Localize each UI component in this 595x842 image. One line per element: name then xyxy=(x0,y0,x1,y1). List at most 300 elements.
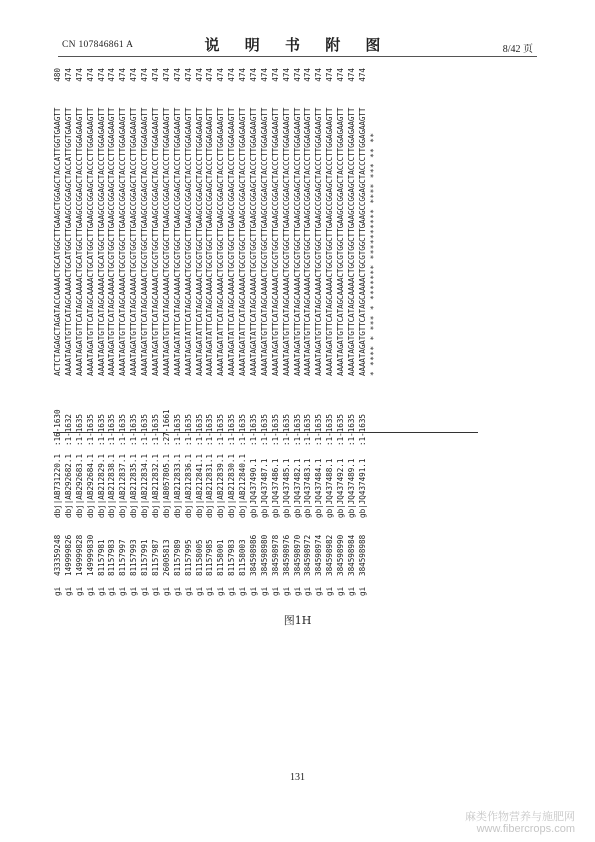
sequence-range: :1-1635 xyxy=(325,413,335,446)
sequence-range: :1-1635 xyxy=(227,413,237,446)
accession-gi-number: 384598980 xyxy=(259,534,269,576)
gi-label: gi xyxy=(53,586,62,596)
database-reference xyxy=(293,446,304,518)
sequence-text: AAAATAGATATTCATAGCAAAACTGCGTGGCTTGAAGCCGGAGCTACCCTTGGAGAAGTT xyxy=(183,107,193,376)
page-number: 131 xyxy=(290,772,305,783)
separator: | xyxy=(85,499,95,505)
gi-label: gi xyxy=(74,586,84,596)
gi-label: gi xyxy=(281,586,291,596)
database-reference xyxy=(195,446,206,518)
database-reference xyxy=(260,446,271,518)
reference-accession: AB212829.1 xyxy=(96,453,106,500)
separator: | xyxy=(314,504,324,509)
sequence-text: AAAATAGATGTTCATAGCAAAACTGCGTGGCTTGAAGCCGGAGCTACCCTTGGAGAAGTT xyxy=(140,107,150,376)
database-reference xyxy=(238,446,249,518)
sequence-text: AAAATAGATGTTCATAGCAAAACTGCGTGGCTTGAAGCCGGAGCTACCCTTGGAGAAGTT xyxy=(314,107,324,376)
alignment-row xyxy=(53,68,64,596)
alignment-row xyxy=(86,68,97,596)
database-reference xyxy=(336,446,347,518)
reference-accession: AB212839.1 xyxy=(216,453,226,500)
database-code: dbj xyxy=(205,504,215,518)
separator: | xyxy=(249,504,259,509)
gi-label: gi xyxy=(85,586,95,596)
alignment-row xyxy=(249,68,260,596)
accession-gi-number: 81157997 xyxy=(118,539,128,576)
gi-label: gi xyxy=(205,586,215,596)
separator: | xyxy=(227,499,237,505)
reference-accession: AB731220.1 xyxy=(53,453,62,500)
separator: | xyxy=(216,499,226,505)
gi-label: gi xyxy=(357,586,367,596)
separator: | xyxy=(292,504,302,509)
gi-label: gi xyxy=(96,586,106,596)
watermark-site-name: 麻类作物营养与施肥网 xyxy=(465,810,575,823)
reference-accession: AB057805.1 xyxy=(161,453,171,500)
gi-label: gi xyxy=(129,586,139,596)
column-divider xyxy=(53,432,478,433)
separator: | xyxy=(303,504,313,509)
gi-label: gi xyxy=(107,586,117,596)
reference-accession: JQ437486.1 xyxy=(270,458,280,505)
sequence-text: AAAATAGATGTTCATAGCAAAACTGCGTGGCTTGAAGCCGGAGCTACCCTTGGAGAAGTT xyxy=(336,107,346,376)
sequence-text: AAAATAGATGTTCATAGCAAAACTGCGTGGCTTGAAGCCGGAGCTACCCTTGGAGAAGTT xyxy=(151,107,161,376)
database-reference xyxy=(118,446,129,518)
database-code: gb xyxy=(347,508,357,518)
reference-accession: JQ437489.1 xyxy=(347,458,357,505)
accession-gi-number: 81157983 xyxy=(227,539,237,576)
separator: | xyxy=(96,499,106,505)
accession-gi-number: 81157993 xyxy=(129,539,139,576)
sequence-text: AAAATAGATGTTCATAGCAAAACTGCGTGGCTTGAAGCCGGAGCTACCCTTGGAGAAGTT xyxy=(270,107,280,376)
reference-accession: JQ437491.1 xyxy=(357,458,367,505)
accession-gi-number: 81158005 xyxy=(194,539,204,576)
sequence-range: :1-1635 xyxy=(183,413,193,446)
alignment-row xyxy=(314,68,325,596)
alignment-row xyxy=(205,68,216,596)
gi-label: gi xyxy=(63,586,73,596)
database-reference xyxy=(358,446,369,518)
separator: | xyxy=(74,499,84,505)
database-reference xyxy=(173,446,184,518)
accession-gi-number: 81157991 xyxy=(140,539,150,576)
figure-caption: 图1H xyxy=(283,614,312,627)
alignment-row xyxy=(195,68,206,596)
database-reference xyxy=(325,446,336,518)
reference-accession: JQ437482.1 xyxy=(292,458,302,505)
sequence-range: :1-1635 xyxy=(216,413,226,446)
sequence-text: AAAATAGATGTTCATAGCAAAACTGCATGGCTTGAAGCCGGAGCTACCCTTGGAGAAGTT xyxy=(96,107,106,376)
reference-accession: AB212840.1 xyxy=(238,453,248,500)
sequence-text: AAAATAGATATTCATAGCAAAACTGCGTGGCTTGAAGCCGGAGCTACCCTTGGAGAAGTT xyxy=(227,107,237,376)
alignment-row xyxy=(216,68,227,596)
alignment-rows xyxy=(53,68,369,596)
accession-gi-number: 384598982 xyxy=(325,534,335,576)
database-reference xyxy=(162,446,173,518)
position-number: 474 xyxy=(96,68,106,82)
reference-accession: AB212841.1 xyxy=(194,453,204,500)
sequence-text: AAAATAGATGTTCATAGCAAAACTGCGTGGCTTGAAGCCGGAGCTACCCTTGGAGAAGTT xyxy=(347,107,357,376)
position-number: 474 xyxy=(347,68,357,82)
database-code: dbj xyxy=(238,504,248,518)
separator: | xyxy=(194,499,204,505)
position-number: 474 xyxy=(118,68,128,82)
separator: | xyxy=(325,504,335,509)
position-number: 474 xyxy=(194,68,204,82)
accession-gi-number: 81157987 xyxy=(151,539,161,576)
sequence-text: AAAATAGATATTCATAGCAAAACTGCGTGGCTTGAAGCCGGAGCTACCCTTGGAGAAGTT xyxy=(238,107,248,376)
alignment-row xyxy=(282,68,293,596)
database-code: dbj xyxy=(107,504,117,518)
position-number: 474 xyxy=(249,68,259,82)
separator: | xyxy=(140,499,150,505)
accession-gi-number: 384598988 xyxy=(357,534,367,576)
separator: | xyxy=(281,504,291,509)
patent-number: CN 107846861 A xyxy=(62,40,134,50)
gi-label: gi xyxy=(292,586,302,596)
separator: | xyxy=(336,504,346,509)
alignment-row xyxy=(325,68,336,596)
reference-accession: JQ437485.1 xyxy=(281,458,291,505)
sequence-range: :1-1635 xyxy=(292,413,302,446)
accession-gi-number: 149999828 xyxy=(74,534,84,576)
sequence-range: :27-1661 xyxy=(161,409,171,446)
position-number: 474 xyxy=(227,68,237,82)
separator: | xyxy=(183,499,193,505)
gi-label: gi xyxy=(227,586,237,596)
database-code: gb xyxy=(314,508,324,518)
separator: | xyxy=(259,504,269,509)
accession-gi-number: 81157983 xyxy=(107,539,117,576)
database-reference xyxy=(271,446,282,518)
alignment-row xyxy=(107,68,118,596)
reference-accession: JQ437488.1 xyxy=(325,458,335,505)
gi-label: gi xyxy=(194,586,204,596)
database-reference xyxy=(64,446,75,518)
reference-accession: AB212831.1 xyxy=(205,453,215,500)
database-reference xyxy=(86,446,97,518)
sequence-range: :1-1635 xyxy=(238,413,248,446)
database-code: dbj xyxy=(194,504,204,518)
separator: | xyxy=(151,499,161,505)
database-code: gb xyxy=(357,508,367,518)
accession-gi-number: 384598974 xyxy=(314,534,324,576)
position-number: 474 xyxy=(205,68,215,82)
sequence-range: :1-1635 xyxy=(281,413,291,446)
database-reference xyxy=(140,446,151,518)
position-number: 474 xyxy=(216,68,226,82)
accession-gi-number: 81158003 xyxy=(238,539,248,576)
watermark-url: www.fibercrops.com xyxy=(476,823,575,835)
separator: | xyxy=(161,499,171,505)
database-code: dbj xyxy=(172,504,182,518)
sequence-text: AAAATAGATGTTCATAGCAAAACTGCGTGGCTTGAAGCCGGAGCTACCCTTGGAGAAGTT xyxy=(129,107,139,376)
reference-accession: AB212834.1 xyxy=(140,453,150,500)
alignment-row xyxy=(184,68,195,596)
sequence-text: AAAATAGATGTTCATAGCAAAACTGCGTGGCTTGAAGCCGGAGCTACCCTTGGAGAAGTT xyxy=(161,107,171,376)
position-number: 474 xyxy=(336,68,346,82)
sequence-text: AAAATAGATATTCATAGCAAAACTGCGTGGCTTGAAGCCGGAGCTACCCTTGGAGAAGTT xyxy=(194,107,204,376)
database-reference xyxy=(53,446,64,518)
gi-label: gi xyxy=(347,586,357,596)
sequence-range: :1-1635 xyxy=(151,413,161,446)
reference-accession: AB292684.1 xyxy=(85,453,95,500)
sequence-range: :1-1632 xyxy=(63,413,73,446)
database-reference xyxy=(249,446,260,518)
sequence-text: ACTCTAGAGCTAGATACCAAAACTGCATGGCTTGAAGCTGGAGCTACCATTGGTGAAGTT xyxy=(53,107,62,376)
database-code: gb xyxy=(281,508,291,518)
sequence-range: :1-1635 xyxy=(194,413,204,446)
sequence-range: :1-1635 xyxy=(336,413,346,446)
database-code: gb xyxy=(336,508,346,518)
database-code: gb xyxy=(325,508,335,518)
accession-gi-number: 81157985 xyxy=(205,539,215,576)
separator: | xyxy=(53,499,62,505)
position-number: 474 xyxy=(357,68,367,82)
separator: | xyxy=(238,499,248,505)
database-reference xyxy=(205,446,216,518)
database-reference xyxy=(227,446,238,518)
gi-label: gi xyxy=(140,586,150,596)
accession-gi-number: 384598972 xyxy=(303,534,313,576)
position-number: 474 xyxy=(107,68,117,82)
database-code: dbj xyxy=(63,504,73,518)
accession-gi-number: 26005813 xyxy=(161,539,171,576)
sequence-range: :1-1635 xyxy=(107,413,117,446)
alignment-row xyxy=(238,68,249,596)
position-number: 474 xyxy=(129,68,139,82)
alignment-row xyxy=(347,68,358,596)
gi-label: gi xyxy=(183,586,193,596)
accession-gi-number: 149999826 xyxy=(63,534,73,576)
gi-label: gi xyxy=(303,586,313,596)
sequence-text: AAAATAGATATTCATAGCAAAACTGCGTGGCTTGAAGCCGGAGCTACCCTTGGAGAAGTT xyxy=(205,107,215,376)
sequence-range: :1-1635 xyxy=(347,413,357,446)
database-code: dbj xyxy=(53,504,62,518)
sequence-range: :1-1635 xyxy=(118,413,128,446)
reference-accession: AB212837.1 xyxy=(118,453,128,500)
database-reference xyxy=(97,446,108,518)
sequence-text: AAAATAGATGTTCATAGCAAAACTGCGTGGCTTGAAGCCGGAGCTACCCTTGGAGAAGTT xyxy=(303,107,313,376)
gi-label: gi xyxy=(336,586,346,596)
reference-accession: AB292682.1 xyxy=(63,453,73,500)
sequence-alignment-table xyxy=(53,68,483,596)
sequence-text: AAAATAGATATTCATAGCAAAACTGCGTGGCTTGAAGCCGGAGCTACCCTTGGAGAAGTT xyxy=(249,107,259,376)
gi-label: gi xyxy=(238,586,248,596)
position-number: 474 xyxy=(314,68,324,82)
reference-accession: JQ437490.1 xyxy=(249,458,259,505)
sequence-text: AAAATAGATATTCATAGCAAAACTGCGTGGCTTGAAGCCGGAGCTACCCTTGGAGAAGTT xyxy=(216,107,226,376)
gi-label: gi xyxy=(314,586,324,596)
alignment-row xyxy=(162,68,173,596)
accession-gi-number: 433359248 xyxy=(53,534,62,576)
reference-accession: AB212838.1 xyxy=(107,453,117,500)
accession-gi-number: 384598984 xyxy=(347,534,357,576)
reference-accession: AB212830.1 xyxy=(227,453,237,500)
sequence-range: :1-1635 xyxy=(129,413,139,446)
alignment-row xyxy=(151,68,162,596)
separator: | xyxy=(270,504,280,509)
position-number: 474 xyxy=(74,68,84,82)
database-code: dbj xyxy=(161,504,171,518)
database-code: dbj xyxy=(140,504,150,518)
database-code: dbj xyxy=(85,504,95,518)
sequence-range: :1-1635 xyxy=(96,413,106,446)
separator: | xyxy=(107,499,117,505)
accession-gi-number: 384598976 xyxy=(281,534,291,576)
database-code: dbj xyxy=(227,504,237,518)
separator: | xyxy=(63,499,73,505)
sequence-text: AAAATAGATGTTCATAGCAAAACTGCGTGGCTTGAAGCCGGAGCTACCCTTGGAGAAGTT xyxy=(292,107,302,376)
reference-accession: AB212836.1 xyxy=(183,453,193,500)
gi-label: gi xyxy=(259,586,269,596)
accession-gi-number: 149999830 xyxy=(85,534,95,576)
page-title: 说 明 书 附 图 xyxy=(204,36,391,54)
gi-label: gi xyxy=(161,586,171,596)
consensus-stars: * **** * *** * ******* ********** **** *** ** ** xyxy=(368,132,378,376)
position-number: 474 xyxy=(259,68,269,82)
separator: | xyxy=(357,504,367,509)
accession-gi-number: 81158001 xyxy=(216,539,226,576)
alignment-row xyxy=(173,68,184,596)
header-divider xyxy=(58,56,537,57)
accession-gi-number: 81157989 xyxy=(172,539,182,576)
database-reference xyxy=(107,446,118,518)
alignment-row xyxy=(227,68,238,596)
gi-label: gi xyxy=(118,586,128,596)
alignment-row xyxy=(336,68,347,596)
separator: | xyxy=(205,499,215,505)
reference-accession: JQ437483.1 xyxy=(303,458,313,505)
database-reference xyxy=(314,446,325,518)
database-code: gb xyxy=(292,508,302,518)
accession-gi-number: 384598990 xyxy=(336,534,346,576)
database-code: dbj xyxy=(216,504,226,518)
position-number: 474 xyxy=(238,68,248,82)
gi-label: gi xyxy=(270,586,280,596)
database-code: dbj xyxy=(118,504,128,518)
alignment-row xyxy=(129,68,140,596)
database-code: gb xyxy=(249,508,259,518)
database-reference xyxy=(303,446,314,518)
reference-accession: AB292683.1 xyxy=(74,453,84,500)
sequence-text: AAAATAGATATTCATAGCAAAACTGCGTGGCTTGAAGCCGGAGCTACCCTTGGAGAAGTT xyxy=(172,107,182,376)
accession-gi-number: 384598970 xyxy=(292,534,302,576)
sequence-range: :1-1635 xyxy=(357,413,367,446)
alignment-row xyxy=(271,68,282,596)
sequence-text: AAAATAGATGTTCATAGCAAAACTGCATGGCTTGAAGCCGGAGCTACCCTTGGAGAAGTT xyxy=(85,107,95,376)
alignment-row xyxy=(97,68,108,596)
sequence-range: :1-1635 xyxy=(303,413,313,446)
sequence-range: :1-1635 xyxy=(74,413,84,446)
sequence-range: :1-1635 xyxy=(172,413,182,446)
position-number: 474 xyxy=(151,68,161,82)
database-code: dbj xyxy=(96,504,106,518)
alignment-row xyxy=(140,68,151,596)
database-code: dbj xyxy=(151,504,161,518)
separator: | xyxy=(172,499,182,505)
reference-accession: JQ437492.1 xyxy=(336,458,346,505)
sequence-text: AAAATAGATGTTCATAGCAAAACTGCATGGCTTGAAGCCGGAGCTACCATTGGTGAAGTT xyxy=(63,107,73,376)
position-number: 474 xyxy=(161,68,171,82)
sequence-range: :1-1635 xyxy=(140,413,150,446)
accession-gi-number: 384598986 xyxy=(249,534,259,576)
position-number: 474 xyxy=(63,68,73,82)
position-number: 480 xyxy=(53,68,62,82)
sequence-text: AAAATAGATGTTCATAGCAAAACTGCGTGGCTTGAAGCCGGAGCTACCCTTGGAGAAGTT xyxy=(107,107,117,376)
database-code: gb xyxy=(259,508,269,518)
database-reference xyxy=(282,446,293,518)
position-number: 474 xyxy=(85,68,95,82)
accession-gi-number: 81157981 xyxy=(96,539,106,576)
sequence-range: :1-1635 xyxy=(270,413,280,446)
position-number: 474 xyxy=(270,68,280,82)
database-code: dbj xyxy=(183,504,193,518)
sequence-range: :1-1635 xyxy=(314,413,324,446)
position-number: 474 xyxy=(303,68,313,82)
position-number: 474 xyxy=(281,68,291,82)
gi-label: gi xyxy=(325,586,335,596)
sequence-range: :1-1635 xyxy=(259,413,269,446)
database-code: dbj xyxy=(129,504,139,518)
database-reference xyxy=(216,446,227,518)
database-code: gb xyxy=(270,508,280,518)
sequence-text: AAAATAGATGTTCATAGCAAAACTGCGTGGCTTGAAGCCGGAGCTACCCTTGGAGAAGTT xyxy=(118,107,128,376)
sequence-text: AAAATAGATGTTCATAGCAAAACTGCATGGCTTGAAGCCGGAGCTACCCTTGGAGAAGTT xyxy=(74,107,84,376)
gi-label: gi xyxy=(249,586,259,596)
separator: | xyxy=(118,499,128,505)
page-counter: 8/42 页 xyxy=(502,44,533,55)
sequence-range: :1-1635 xyxy=(85,413,95,446)
sequence-range: :1-1635 xyxy=(205,413,215,446)
reference-accession: AB212832.1 xyxy=(151,453,161,500)
alignment-row xyxy=(358,68,369,596)
position-number: 474 xyxy=(292,68,302,82)
alignment-row xyxy=(118,68,129,596)
reference-accession: AB212833.1 xyxy=(172,453,182,500)
sequence-text: AAAATAGATGTTCATAGCAAAACTGCGTGGCTTGAAGCCGGAGCTACCCTTGGAGAAGTT xyxy=(259,107,269,376)
consensus-row xyxy=(369,68,380,596)
sequence-text: AAAATAGATGTTCATAGCAAAACTGCGTGGCTTGAAGCCGGAGCTACCCTTGGAGAAGTT xyxy=(325,107,335,376)
accession-gi-number: 81157995 xyxy=(183,539,193,576)
position-number: 474 xyxy=(172,68,182,82)
reference-accession: JQ437484.1 xyxy=(314,458,324,505)
alignment-row xyxy=(75,68,86,596)
gi-label: gi xyxy=(151,586,161,596)
sequence-range: :16-1630 xyxy=(53,409,62,446)
database-reference xyxy=(184,446,195,518)
database-code: dbj xyxy=(74,504,84,518)
alignment-row xyxy=(64,68,75,596)
alignment-row xyxy=(260,68,271,596)
sequence-text: AAAATAGATGTTCATAGCAAAACTGCGTGGCTTGAAGCCGGAGCTACCCTTGGAGAAGTT xyxy=(281,107,291,376)
position-number: 474 xyxy=(140,68,150,82)
database-reference xyxy=(75,446,86,518)
reference-accession: JQ437487.1 xyxy=(259,458,269,505)
reference-accession: AB212835.1 xyxy=(129,453,139,500)
sequence-range: :1-1635 xyxy=(249,413,259,446)
gi-label: gi xyxy=(172,586,182,596)
position-number: 474 xyxy=(183,68,193,82)
alignment-row xyxy=(293,68,304,596)
sequence-text: AAAATAGATGTTCATAGCAAAACTGCGTGGCTTGAAGCCGGAGCTACCCTTGGAGAAGTT xyxy=(357,107,367,376)
separator: | xyxy=(347,504,357,509)
database-reference xyxy=(129,446,140,518)
position-number: 474 xyxy=(325,68,335,82)
accession-gi-number: 384598978 xyxy=(270,534,280,576)
database-code: gb xyxy=(303,508,313,518)
database-reference xyxy=(151,446,162,518)
database-reference xyxy=(347,446,358,518)
